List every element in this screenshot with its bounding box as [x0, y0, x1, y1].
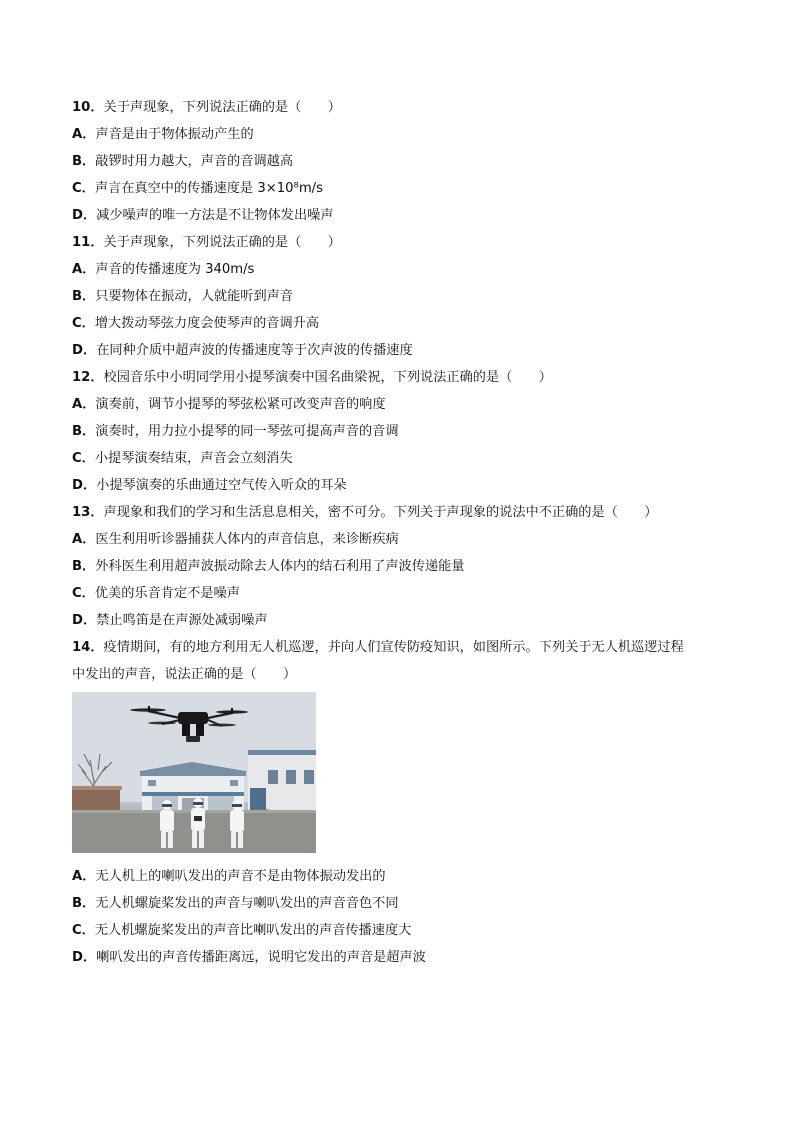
question-10-option-c: [72, 175, 732, 202]
option-text: 在同种介质中超声波的传播速度等于次声波的传播速度: [96, 343, 413, 358]
question-text: 声现象和我们的学习和生活息息相关，密不可分。下列关于声现象的说法中不正确的是（ ）: [103, 505, 658, 520]
option-letter: A．: [72, 127, 96, 142]
question-10-option-d: [72, 202, 732, 229]
right-building: [248, 750, 316, 812]
option-letter: B．: [72, 289, 96, 304]
question-12-option-b: [72, 418, 732, 445]
option-text: 增大拨动琴弦力度会使琴声的音调升高: [94, 316, 320, 331]
question-14-option-d: [72, 944, 732, 971]
option-letter: D．: [72, 613, 97, 628]
option-text: 喇叭发出的声音传播距离远，说明它发出的声音是超声波: [96, 950, 426, 965]
question-text: 关于声现象，下列说法正确的是（ ）: [103, 100, 341, 115]
question-14-option-b: [72, 890, 732, 917]
question-14-option-c: [72, 917, 732, 944]
option-letter: D．: [72, 208, 97, 223]
option-text: 演奏时，用力拉小提琴的同一琴弦可提高声音的音调: [95, 424, 399, 439]
option-letter: C．: [72, 923, 95, 938]
question-number: 14．: [72, 640, 104, 655]
question-number: 11．: [72, 235, 104, 250]
option-text: 医生利用听诊器捕获人体内的声音信息，来诊断疾病: [95, 532, 399, 547]
option-text: 外科医生利用超声波振动除去人体内的结石利用了声波传递能量: [95, 559, 465, 574]
option-letter: D．: [72, 343, 97, 358]
question-12-stem: [72, 364, 732, 391]
question-12-option-a: [72, 391, 732, 418]
question-text: 中发出的声音，说法正确的是（ ）: [72, 667, 297, 682]
question-text: 关于声现象，下列说法正确的是（ ）: [103, 235, 341, 250]
option-text: 声音是由于物体振动产生的: [95, 127, 254, 142]
option-letter: A．: [72, 397, 96, 412]
question-number: 13．: [72, 505, 104, 520]
option-text: 演奏前，调节小提琴的琴弦松紧可改变声音的响度: [95, 397, 386, 412]
question-12-option-d: [72, 472, 732, 499]
question-11-option-c: [72, 310, 732, 337]
exam-page: [72, 94, 732, 971]
drone-patrol-photo: [72, 692, 316, 853]
option-text: 优美的乐音肯定不是噪声: [94, 586, 240, 601]
option-text: 减少噪声的唯一方法是不让物体发出噪声: [96, 208, 334, 223]
question-13-option-d: [72, 607, 732, 634]
option-letter: B．: [72, 559, 96, 574]
question-14-stem-continued: [72, 661, 732, 688]
option-letter: D．: [72, 478, 97, 493]
option-text: 无人机螺旋桨发出的声音与喇叭发出的声音音色不同: [95, 896, 399, 911]
option-letter: B．: [72, 896, 96, 911]
question-number: 10．: [72, 100, 104, 115]
question-14-stem: [72, 634, 732, 661]
option-letter: D．: [72, 950, 97, 965]
option-letter: A．: [72, 869, 96, 884]
option-letter: B．: [72, 154, 96, 169]
option-letter: C．: [72, 451, 95, 466]
question-14-option-a: [72, 863, 732, 890]
option-text: 无人机上的喇叭发出的声音不是由物体振动发出的: [95, 869, 386, 884]
question-13-option-c: [72, 580, 732, 607]
option-letter: A．: [72, 262, 96, 277]
option-letter: B．: [72, 424, 96, 439]
option-letter: C．: [72, 316, 95, 331]
side-building: [72, 788, 120, 810]
option-letter: C．: [72, 181, 95, 196]
option-text: 无人机螺旋桨发出的声音比喇叭发出的声音传播速度大: [94, 923, 412, 938]
question-number: 12．: [72, 370, 104, 385]
question-11-option-b: [72, 283, 732, 310]
option-text: 小提琴演奏结束，声音会立刻消失: [94, 451, 293, 466]
option-text: 声言在真空中的传播速度是 3×10⁸m/s: [94, 181, 323, 196]
question-11-option-a: [72, 256, 732, 283]
question-11-stem: [72, 229, 732, 256]
option-text: 声音的传播速度为 340m/s: [95, 262, 255, 277]
question-13-stem: [72, 499, 732, 526]
drone-photo-illustration: [72, 692, 316, 853]
question-11-option-d: [72, 337, 732, 364]
question-10-option-a: [72, 121, 732, 148]
question-10-option-b: [72, 148, 732, 175]
question-12-option-c: [72, 445, 732, 472]
question-13-option-a: [72, 526, 732, 553]
option-letter: C．: [72, 586, 95, 601]
option-text: 只要物体在振动，人就能听到声音: [95, 289, 294, 304]
option-text: 敲锣时用力越大，声音的音调越高: [95, 154, 294, 169]
option-text: 小提琴演奏的乐曲通过空气传入听众的耳朵: [96, 478, 347, 493]
option-letter: A．: [72, 532, 96, 547]
question-text: 校园音乐中小明同学用小提琴演奏中国名曲梁祝，下列说法正确的是（ ）: [103, 370, 552, 385]
question-13-option-b: [72, 553, 732, 580]
option-text: 禁止鸣笛是在声源处减弱噪声: [96, 613, 268, 628]
question-10-stem: [72, 94, 732, 121]
question-text: 疫情期间，有的地方利用无人机巡逻，并向人们宣传防疫知识，如图所示。下列关于无人机巡逻过程: [103, 640, 684, 655]
